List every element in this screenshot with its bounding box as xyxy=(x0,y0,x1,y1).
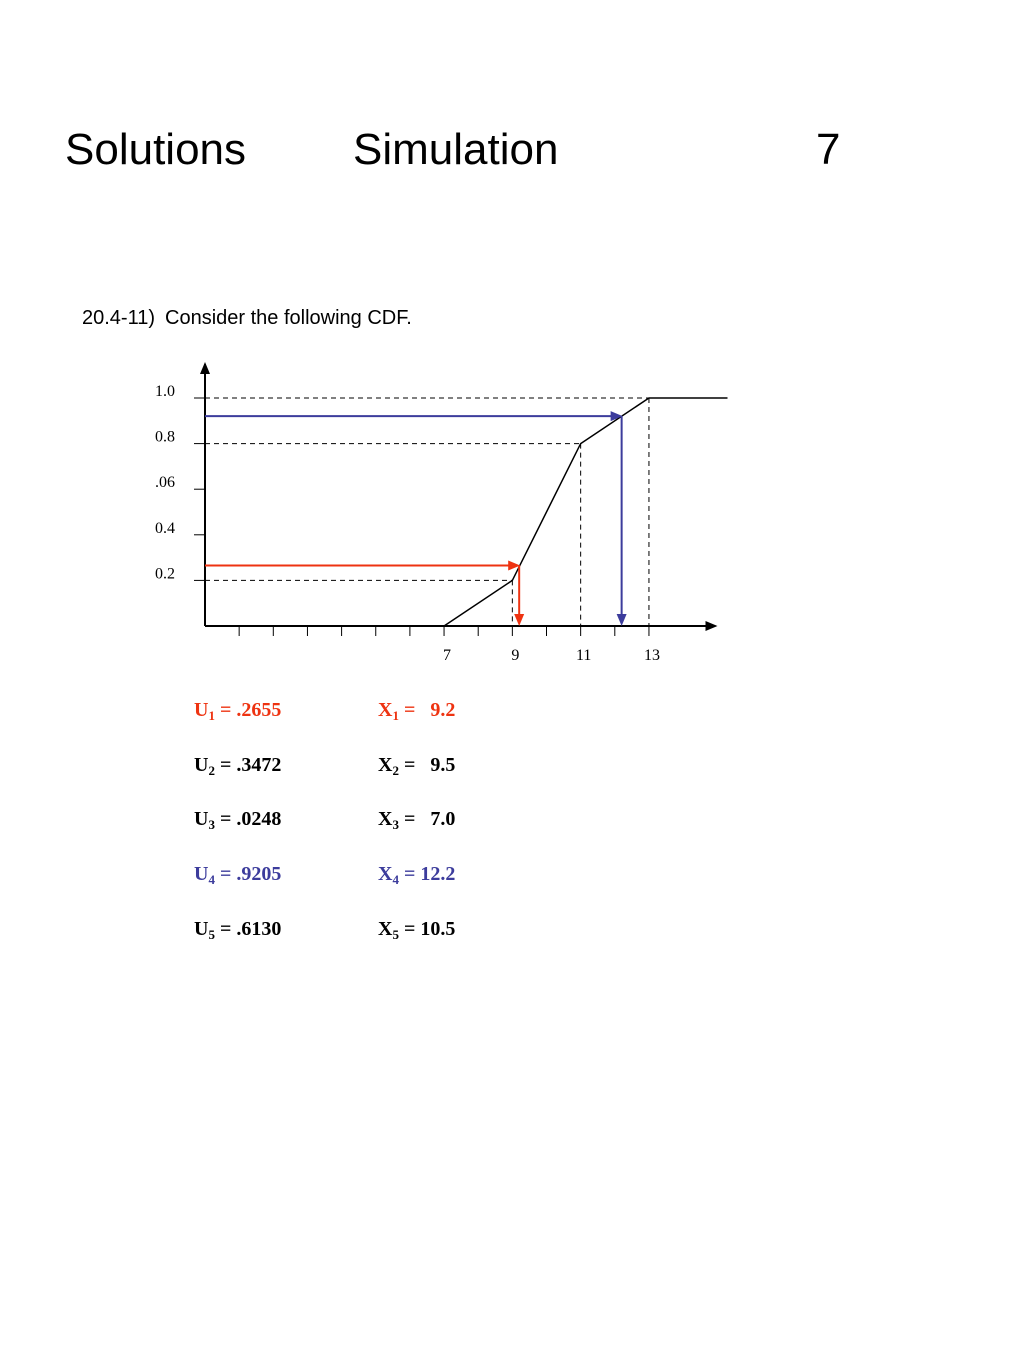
arrowhead-down xyxy=(617,614,627,626)
x-tick-label: 11 xyxy=(575,647,592,664)
x-axis-arrowhead xyxy=(705,621,717,631)
u-value: $U_4 = .9205$ xyxy=(194,863,282,888)
result-row xyxy=(194,750,594,780)
arrowhead-down xyxy=(514,614,524,626)
u-value: $U_2 = .3472$ xyxy=(194,753,282,778)
x-value: $X_4 = 12.2$ xyxy=(378,863,456,888)
cdf-series xyxy=(444,398,727,626)
x-tick-label: 7 xyxy=(443,647,452,664)
problem-text: Consider the following CDF. xyxy=(165,307,412,329)
x-value: $X_2 = 9.5$ xyxy=(378,753,456,778)
header-title: Solutions xyxy=(65,125,247,174)
result-row xyxy=(194,914,594,944)
y-axis-arrowhead xyxy=(200,362,210,374)
cdf-line xyxy=(444,398,727,626)
page-number: 7 xyxy=(816,125,841,174)
y-tick-label: 1.0 xyxy=(155,383,175,400)
chart-axes xyxy=(200,362,717,631)
u-value: $U_1 = .2655$ xyxy=(194,699,282,723)
x-tick-label: 13 xyxy=(643,647,660,664)
result-row xyxy=(194,804,594,834)
result-row xyxy=(194,859,594,889)
y-tick-label: .06 xyxy=(155,474,175,492)
y-tick-label: 0.2 xyxy=(155,565,175,583)
x-value: $X_3 = 7.0$ xyxy=(378,808,456,833)
y-tick-label: 0.4 xyxy=(155,519,175,537)
u-value: $U_5 = .6130$ xyxy=(194,917,282,942)
dashed-guides xyxy=(205,398,649,626)
header-subtitle: Simulation xyxy=(353,125,559,174)
u-value: $U_3 = .0248$ xyxy=(194,808,282,833)
x-value: $X_1 = 9.2$ xyxy=(378,699,456,723)
tick-labels xyxy=(155,383,660,664)
x-value: $X_5 = 10.5$ xyxy=(378,917,456,942)
y-tick-label: 0.8 xyxy=(155,428,175,446)
problem-number: 20.4-11) xyxy=(82,307,156,329)
x-tick-label: 9 xyxy=(511,647,520,664)
